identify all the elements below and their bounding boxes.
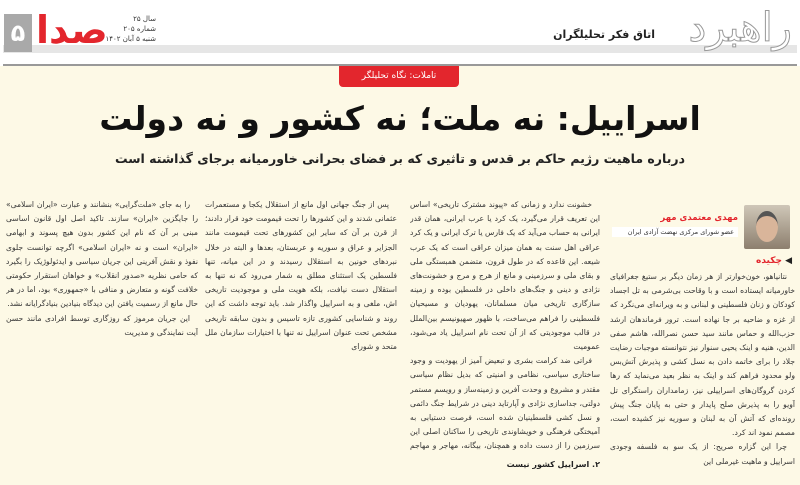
- paragraph: چرا این گزاره صریح: از یک سو به فلسفه وجودی اسراییل و ماهیت غیرملی این: [610, 442, 795, 466]
- masthead: [0, 0, 800, 60]
- column-3: [205, 198, 397, 485]
- paragraph: این جریان مرموز که روزگاری توسط افرادی مانند حسن آیت نمایندگی و مدیریت: [6, 313, 198, 337]
- category-badge: تاملات: نگاه تحلیلگر: [339, 66, 459, 87]
- column-2: [410, 198, 600, 450]
- paragraph: فراتی ضد کرامت بشری و تبعیض آمیز از یهودیت و وجود ساختاری سیاسی، نظامی و امنیتی که بدیل نظام سیاسی مقتدر و مشروع و وحدت آفرین و زمینه‌ساز و رویسم مستمر دولتی، جداسازی نژادی و آپارتاید دینی در شرایط جنگ دائمی و نسل کشی فلسطینیان شده است، فرصت دستیابی به آمیختگی فرهنگی و خویشاوندی تاریخی را ساکنان اصلی این سرزمین را از دست داده و همچنان، بیگانه، مهاجر و مهاجم: [410, 356, 600, 450]
- summary-label: چکیده: [756, 256, 782, 266]
- newspaper-logo: صدا: [36, 8, 108, 52]
- article-title: اسراییل: نه ملت؛ نه کشور و نه دولت: [99, 99, 701, 138]
- page-number: ۵: [4, 14, 32, 52]
- author-role: عضو شورای مرکزی نهضت آزادی ایران: [612, 227, 738, 237]
- triangle-icon: ◀: [785, 256, 792, 266]
- column-1: [610, 270, 795, 485]
- section-subtitle: اتاق فکر تحلیلگران: [553, 28, 655, 41]
- paragraph: خشونت ندارد و زمانی که «پیوند مشترک تاریخی» اساس این تعریف قرار می‌گیرد، یک کرد یا عرب ایرانی، همان قدر ایرانی به حساب می‌آید که یک فارس یا ترک ایرانی و یک کرد عراقی اهل سنت به همان میزان عراقی است که یک عرب شیعه. این قاعده که در طول قرون، متضمن همبستگی ملی و بقای ملی و سرزمینی و مانع از هرج و مرج و خشونت‌های نژادی و دینی و جنگ‌های داخلی در فلسطین بوده و زمینه سازگاری تاریخی میان مسلمانان، یهودیان و مسیحیان فلسطینی را فراهم می‌ساخت، با ظهور صهیونیسم بین‌الملل در قالب موجودیتی که از آن تحت نام اسراییل یاد می‌شود، عمومیت: [410, 200, 600, 352]
- paragraph: نتانیاهو، خون‌خوارتر از هر زمان دیگر بر ستیغ جغرافیای خاورمیانه ایستاده است و با وقاحت بی‌شرمی به تل اجساد کودکان و زنان فلسطینی و لبنانی و به ویرانه‌ای می‌نگرد که از غزه و ضاحیه بر جا نهاده است. ترور فرماندهان ارشد حزب‌الله و حماس مانند سید حسن نصرالله، هاشم صفی الدین، هنیه و اینک یحیی سنوار نیز نتوانسته موجبات رضایت جلاد را برای خاتمه دادن به نسل کشی و پذیرش آتش‌بس ولو محدود فراهم کند و اینک به نظر بعید می‌نماید که رها کردن گروگان‌های اسراییلی نیز، زمامداران راستگرای تل آویو را به پذیرش صلح پایدار و حتی به پایان جنگ پیش رونده‌ای که آتش آن به لبنان و سوریه نیز کشیده است، مصمم نمود اند کرد.: [610, 272, 795, 438]
- header-bar: [3, 45, 797, 53]
- section-title: راهبرد: [688, 5, 792, 51]
- issue-year: سال ۲۵: [133, 15, 156, 23]
- paragraph: را به جای «ملت‌گرایی» بنشانند و عبارت «ایران اسلامی» را جایگزین «ایران» سازند. تاکید اصل اول قانون اساسی مبنی بر آن که نام این کشور بدون هیچ پسوند و ابهامی «ایران» است و نه «ایران اسلامی» اگرچه توانست جلوی نفوذ و نقش آفرینی این جریان سیاسی و ایدئولوژیک را بگیرد که حامی نظریه «صدور انقلاب» و خواهان استقرار حکومتی خلافت گونه و متعارض و منافی با «جمهوری» بود، اما در هر حال مانع از رسمیت یافتن این دیدگاه بنیادین بنیادگرایانه نشد.: [6, 200, 198, 309]
- article-subtitle: درباره ماهیت رژیم حاکم بر قدس و تاثیری که بر فضای بحرانی خاورمیانه برجای گذاشته است: [115, 151, 685, 166]
- author-box: [612, 205, 794, 247]
- issue-date: شنبه ۵ آبان ۱۴۰۲: [105, 35, 156, 43]
- summary-heading: [756, 256, 792, 266]
- column-4: [6, 198, 198, 485]
- subheading: ۲. اسراییل کشور نیست: [506, 460, 600, 469]
- issue-info: [96, 14, 156, 44]
- issue-number: شماره ۲۰۵: [123, 25, 156, 33]
- author-photo: [744, 205, 790, 249]
- paragraph: پس از جنگ جهانی اول مانع از استقلال یکجا و مستعمرات عثمانی شدند و این کشورها را تحت قیمومت خود قرار دادند؛ از قرن بر آن که سایر این کشورهای تحت قیمومت مانند الجزایر و عراق و سوریه و عربستان، بعدها و البته در خلال نبردهای خونین به استقلال رسیدند و در این میانه، تنها فلسطین یک استثنای مطلق به شمار می‌رود که نه تنها به استقلال دست نیافت، بلکه هویت ملی و موجودیت تاریخی اش، ملغی و به اسراییل واگذار شد. باید توجه داشت که این روند و شناسایی کشوری تازه تاسیس و بدون سابقه تاریخی مشخص تحت عنوان اسراییل نه تنها با اختیارات سازمان ملل متحد و شورای: [205, 200, 397, 352]
- author-name: مهدی معتمدی مهر: [660, 213, 738, 223]
